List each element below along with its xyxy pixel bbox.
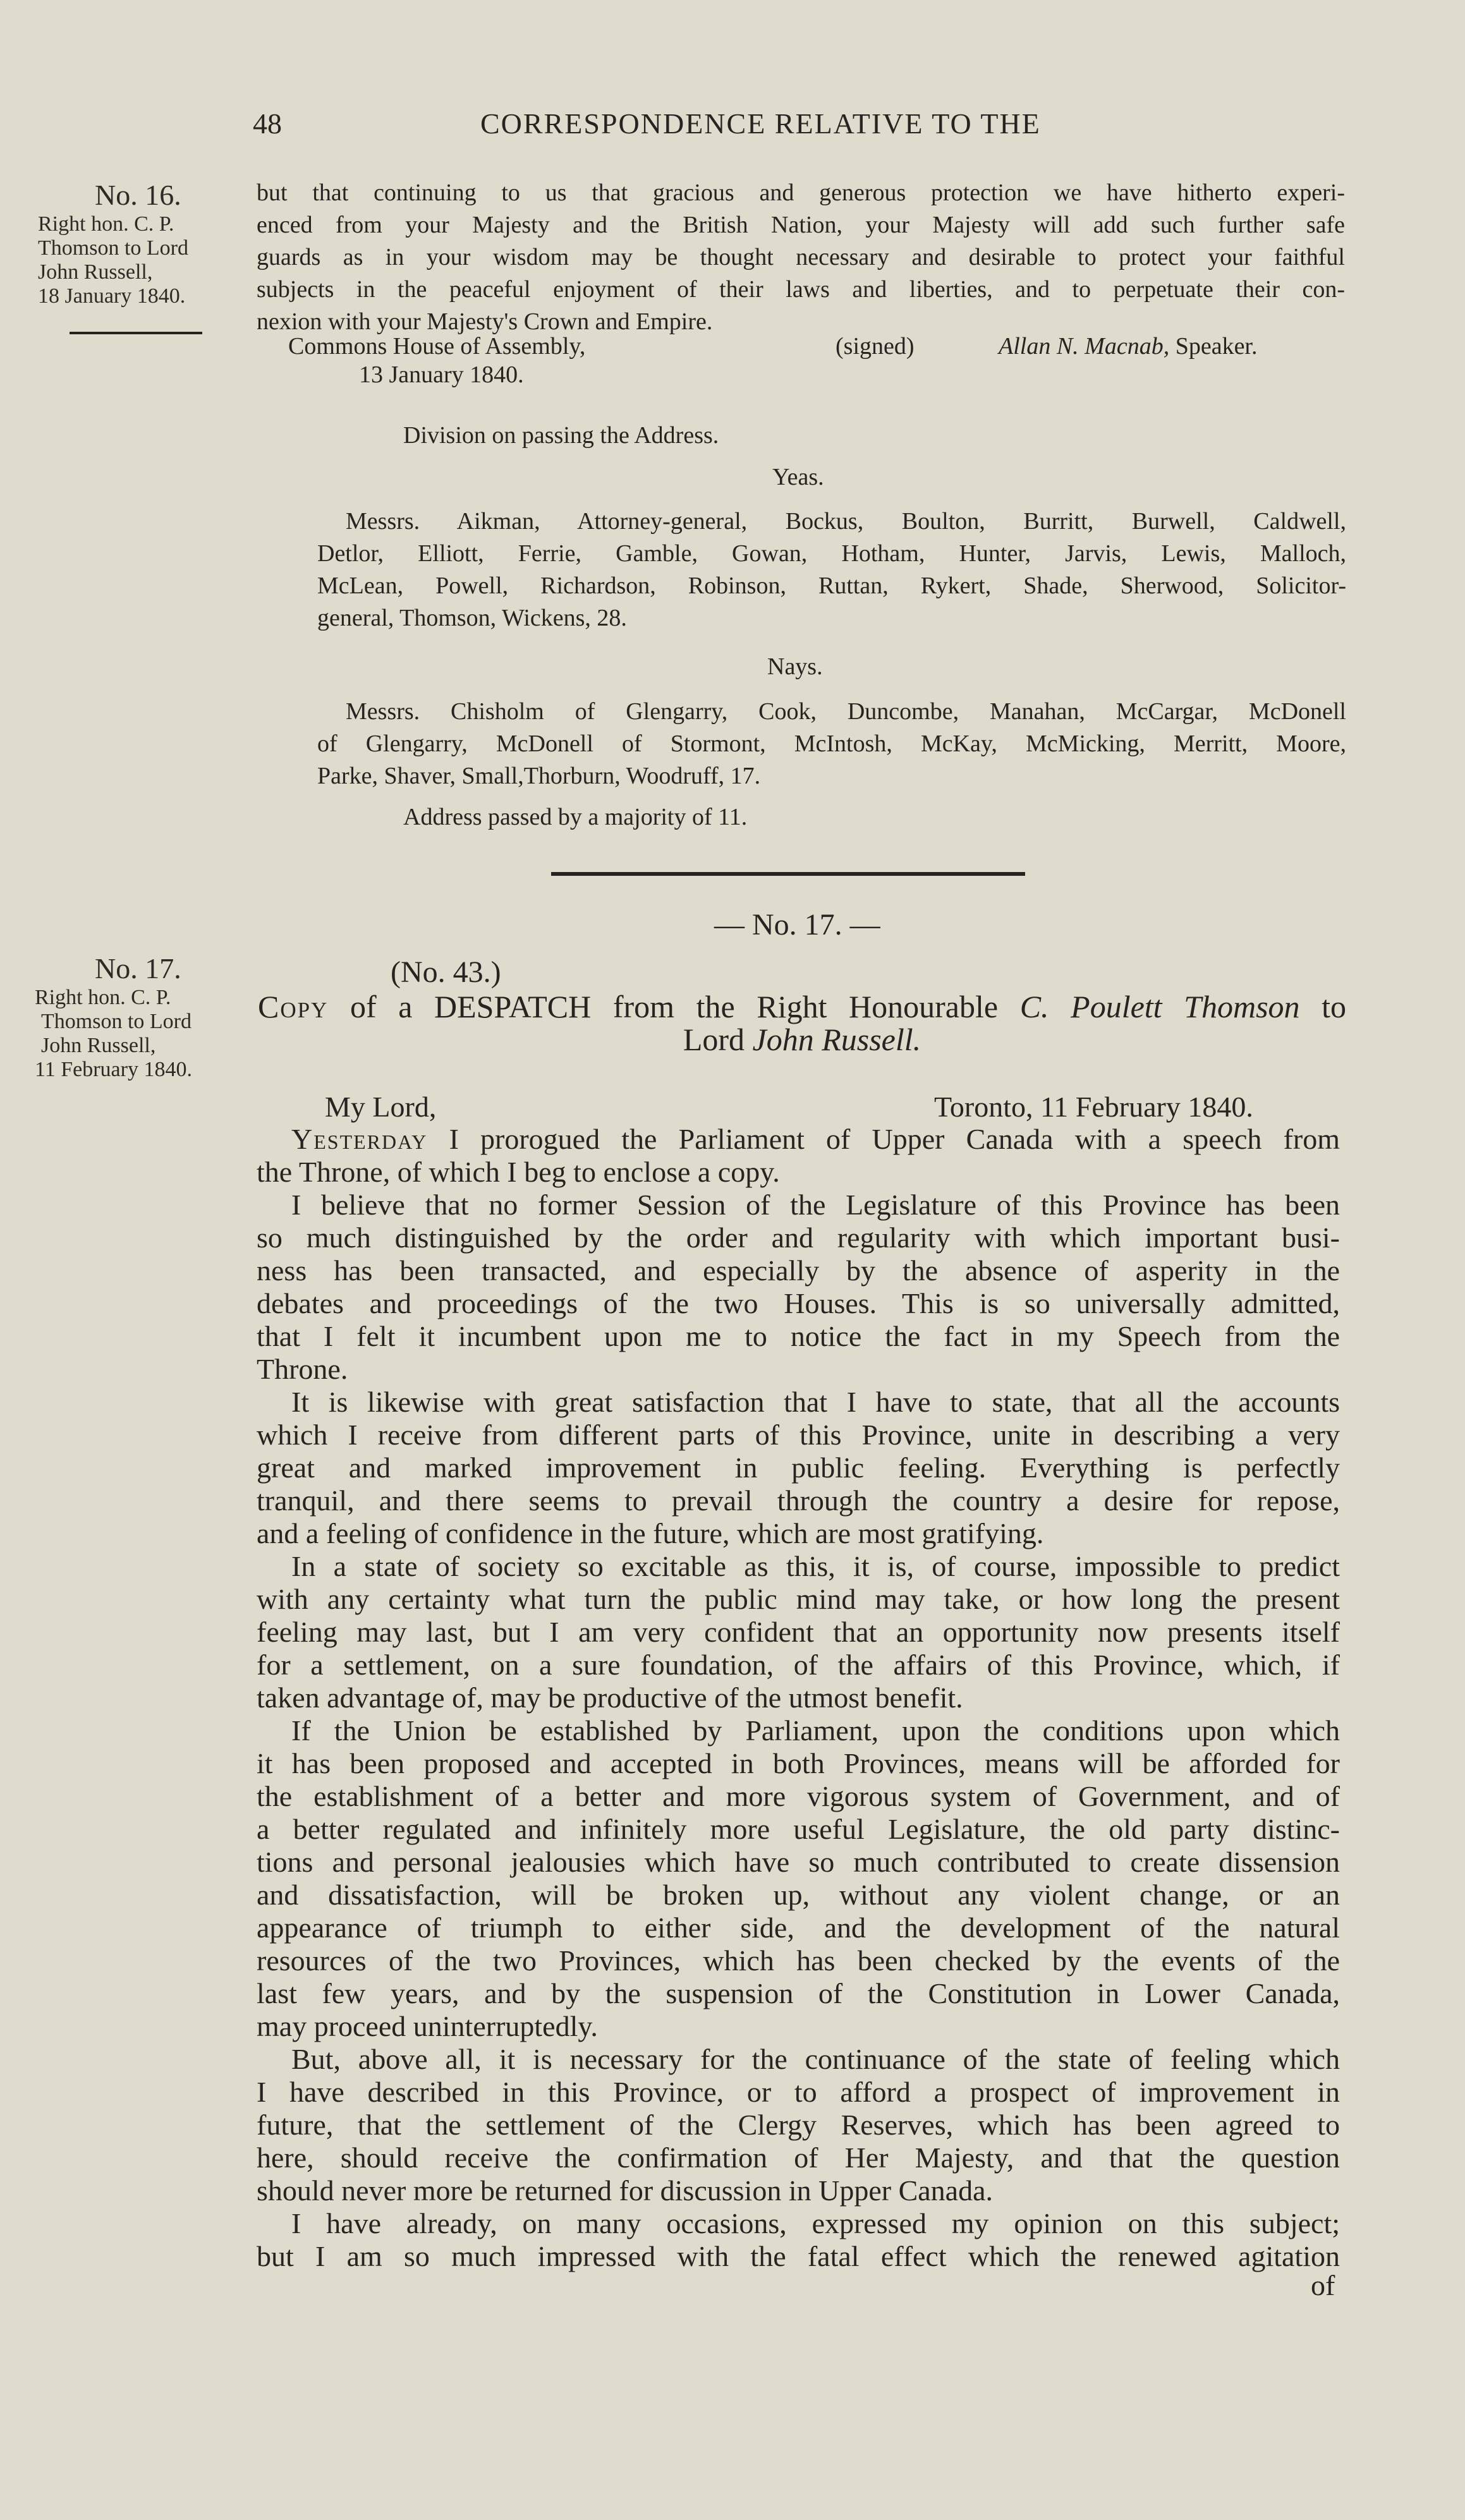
despatch-number: (No. 43.) [391,955,501,989]
margin-note-line: John Russell, [38,260,153,284]
text-line: resources of the two Provinces, which has been checked by the events of the [257,1944,1340,1977]
division-heading: Division on passing the Address. [403,422,719,449]
yeas-list [317,506,1346,634]
text-line: tions and personal jealousies which have so much contributed to create dissension [257,1846,1340,1878]
text-line: I have described in this Province, or to afford a prospect of improvement in [257,2076,1340,2108]
text-line: If the Union be established by Parliament, upon the conditions upon which [291,1714,1340,1747]
margin-divider [70,332,202,334]
text-line: may proceed uninterruptedly. [257,2010,598,2042]
text-line: which I receive from different parts of this Province, unite in describing a very [257,1419,1340,1451]
title-text: of a DESPATCH from the Right Honourable [350,989,999,1024]
section-divider [551,872,1025,876]
text-line: a better regulated and infinitely more useful Legislature, the old party distinc- [257,1813,1340,1845]
paragraph [257,1123,1340,1189]
section-heading: — No. 17. — [714,908,880,942]
nays-list [317,696,1346,792]
text-line: tranquil, and there seems to prevail through the country a desire for repose, [257,1484,1340,1517]
salutation: My Lord, [325,1091,437,1123]
text-line: the establishment of a better and more vigorous system of Government, and of [257,1780,1340,1812]
paragraph [257,1550,1340,1714]
text-line: general, Thomson, Wickens, 28. [317,605,627,631]
address-paragraph [257,177,1345,338]
margin-note-number: No. 16. [95,179,181,211]
text-line: McLean, Powell, Richardson, Robinson, Ruttan, Rykert, Shade, Sherwood, Solicitor- [317,572,1346,599]
text-line: Messrs. Aikman, Attorney-general, Bockus, Boulton, Burritt, Burwell, Caldwell, [346,508,1346,535]
paragraph [257,1189,1340,1386]
margin-note-line: Thomson to Lord [41,1010,191,1033]
text-line: appearance of triumph to either side, and the development of the natural [257,1911,1340,1944]
paragraph [257,1386,1340,1550]
signature [999,330,1258,363]
margin-note-line: 18 January 1840. [38,284,186,308]
text-line: Yesterday I prorogued the Parliament of Upper Canada with a speech from [291,1123,1340,1155]
title-lord: Lord [683,1022,745,1057]
text-line: so much distinguished by the order and regularity with which important busi- [257,1221,1340,1254]
page-number: 48 [253,107,282,140]
despatch-title-line2 [258,1022,1346,1057]
margin-note-line: Right hon. C. P. [35,986,171,1009]
text-line: guards as in your wisdom may be thought necessary and desirable to protect your faithful [257,244,1345,270]
text-line: of Glengarry, McDonell of Stormont, McIntosh, McKay, McMicking, Merritt, Moore, [317,730,1346,757]
text-line: and a feeling of confidence in the future, which are most gratifying. [257,1517,1044,1549]
signed-label: (signed) [836,333,915,360]
despatch-title [258,989,1346,1024]
text-line: great and marked improvement in public feeling. Everything is perfectly [257,1451,1340,1484]
running-title: CORRESPONDENCE RELATIVE TO THE [480,107,1041,140]
text-line: with any certainty what turn the public mind may take, or how long the present [257,1583,1340,1615]
text-line: feeling may last, but I am very confident that an opportunity now presents itself [257,1616,1340,1648]
margin-note-line: Right hon. C. P. [38,212,174,236]
margin-note-line: Thomson to Lord [38,236,188,260]
title-recipient: John Russell. [752,1022,921,1057]
address-date: 13 January 1840. [359,361,524,388]
text-line: But, above all, it is necessary for the continuance of the state of feeling which [291,2043,1340,2075]
text-line: It is likewise with great satisfaction that I have to state, that all the accounts [291,1386,1340,1418]
margin-note-number: No. 17. [95,952,181,984]
text-line: Messrs. Chisholm of Glengarry, Cook, Duncombe, Manahan, McCargar, McDonell [346,698,1346,725]
text-line: In a state of society so excitable as this, it is, of course, impossible to predict [291,1550,1340,1582]
title-copy: Copy [258,989,329,1024]
yeas-label: Yeas. [772,464,824,490]
nays-label: Nays. [767,653,823,680]
first-word: Yesterday [291,1123,428,1155]
text-line: should never more be returned for discussion in Upper Canada. [257,2174,994,2207]
text-line: for a settlement, on a sure foundation, of the affairs of this Province, which, if [257,1649,1340,1681]
margin-note-line: 11 February 1840. [35,1058,192,1081]
text-line: here, should receive the confirmation of Her Majesty, and that the question [257,2141,1340,2174]
text-line: enced from your Majesty and the British Nation, your Majesty will add such further safe [257,212,1345,238]
division-result: Address passed by a majority of 11. [403,804,748,830]
text-line: I have already, on many occasions, expressed my opinion on this subject; [291,2207,1340,2239]
text-line: Detlor, Elliott, Ferrie, Gamble, Gowan, Hotham, Hunter, Jarvis, Lewis, Malloch, [317,540,1346,567]
paragraph [257,2043,1340,2207]
text-line: but that continuing to us that gracious and generous protection we have hitherto experi- [257,179,1345,206]
text-line: but I am so much impressed with the fatal effect which the renewed agitation [257,2240,1340,2272]
address-place: Commons House of Assembly, [288,333,586,360]
title-to: to [1322,989,1347,1024]
text-line: ness has been transacted, and especially by the absence of asperity in the [257,1254,1340,1287]
margin-note-line: John Russell, [41,1034,156,1057]
dateline: Toronto, 11 February 1840. [934,1091,1253,1123]
paragraph [257,1714,1340,2043]
signer-name: Allan N. Macnab, [999,333,1170,360]
text-line: and dissatisfaction, will be broken up, without any violent change, or an [257,1879,1340,1911]
catchword: of [1311,2269,1335,2301]
text-line: future, that the settlement of the Clergy Reserves, which has been agreed to [257,2109,1340,2141]
text-line: Parke, Shaver, Small,Thorburn, Woodruff, 17. [317,763,761,789]
text-line: nexion with your Majesty's Crown and Empire. [257,308,713,335]
text-line: Throne. [257,1353,348,1385]
text-line: that I felt it incumbent upon me to notice the fact in my Speech from the [257,1320,1340,1352]
text-line: subjects in the peaceful enjoyment of their laws and liberties, and to perpetuate their con- [257,276,1345,303]
text-line: debates and proceedings of the two Houses. This is so universally admitted, [257,1287,1340,1319]
text-line: it has been proposed and accepted in both Provinces, means will be afforded for [257,1747,1340,1779]
margin-note-no16 [38,178,246,308]
title-sender: C. Poulett Thomson [1019,989,1300,1024]
text-line: taken advantage of, may be productive of the utmost benefit. [257,1681,963,1714]
text-line: last few years, and by the suspension of the Constitution in Lower Canada, [257,1977,1340,2009]
signer-title: Speaker. [1175,333,1258,360]
text-line: the Throne, of which I beg to enclose a copy. [257,1156,780,1188]
despatch-body [257,1123,1340,2273]
margin-note-no17 [35,952,250,1082]
text-line: I believe that no former Session of the Legislature of this Province has been [291,1189,1340,1221]
paragraph [257,2207,1340,2273]
